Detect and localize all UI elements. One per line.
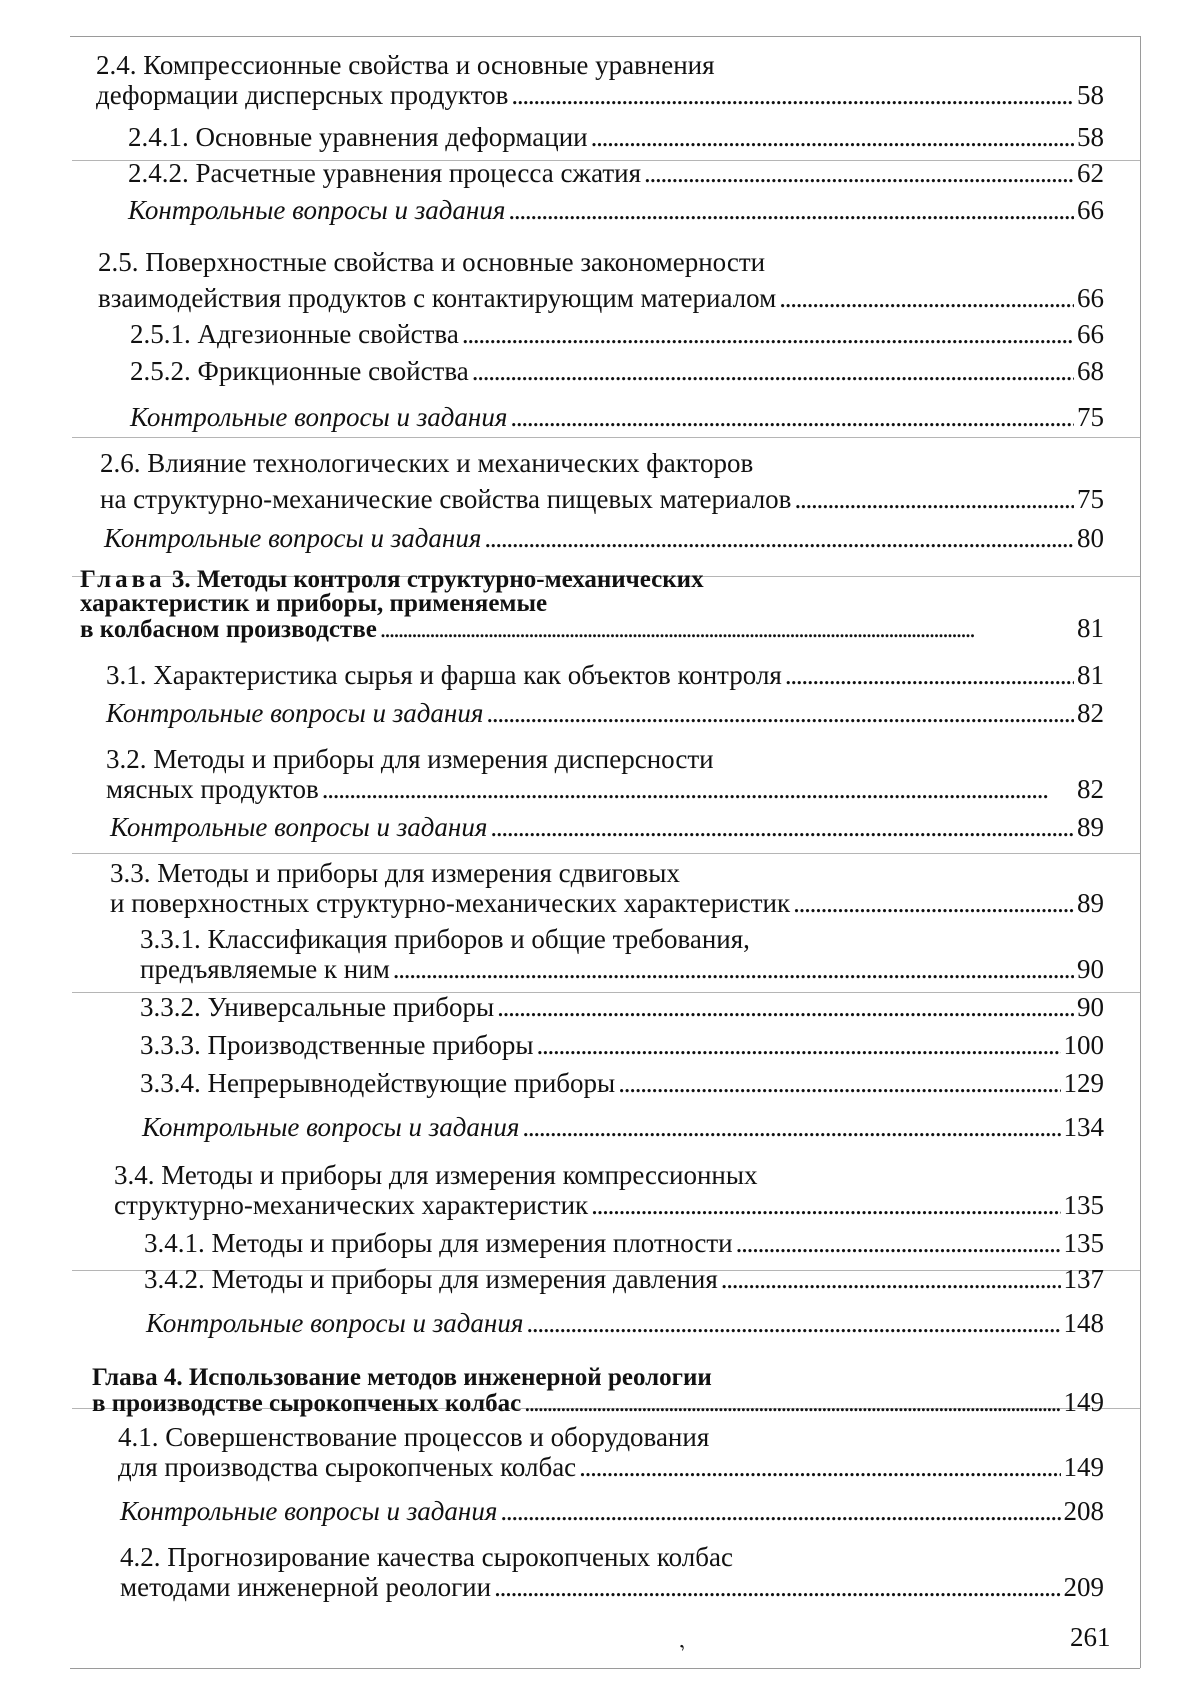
toc-page-number: 135 (1063, 1190, 1104, 1220)
toc-entry-questions (104, 523, 1104, 553)
toc-entry-text: 3.2. Методы и приборы для измерения дисперсности (106, 744, 714, 774)
toc-page-number: 68 (1077, 356, 1104, 386)
toc-page-number: 82 (1077, 774, 1104, 804)
toc-entry-text: и поверхностных структурно-механических характеристик (110, 888, 791, 918)
toc-chapter-3 (80, 568, 1104, 642)
page-frame-right (1140, 36, 1141, 1668)
toc-entry-text: в колбасном производстве (80, 616, 377, 643)
toc-entry-3-4-1 (144, 1228, 1104, 1258)
toc-page-number: 66 (1077, 319, 1104, 349)
toc-entry-text: для производства сырокопченых колбас (118, 1452, 577, 1482)
toc-page-number: 90 (1077, 954, 1104, 984)
toc-entry-2-6 (100, 448, 1104, 514)
toc-entry-questions (106, 698, 1104, 728)
toc-entry-2-4 (96, 50, 1104, 110)
toc-entry-text: взаимодействия продуктов с контактирующим материалом (98, 283, 777, 313)
toc-entry-questions (120, 1496, 1104, 1526)
toc-page-number: 80 (1077, 523, 1104, 553)
scan-line (72, 853, 1140, 854)
toc-entry-text: 4.1. Совершенствование процессов и оборудования (118, 1422, 710, 1452)
page-frame-bottom (70, 1668, 1140, 1669)
toc-entry-text: предъявляемые к ним (140, 954, 390, 984)
toc-entry-2-4-2 (128, 158, 1104, 188)
toc-entry-text: 2.4. Компрессионные свойства и основные уравнения (96, 50, 715, 80)
toc-entry-text: 3.4. Методы и приборы для измерения компрессионных (114, 1160, 758, 1190)
toc-entry-text: 3.3.4. Непрерывнодействующие приборы (140, 1068, 616, 1098)
toc-entry-text: Контрольные вопросы и задания (142, 1112, 520, 1142)
toc-entry-text: Контрольные вопросы и задания (104, 523, 482, 553)
toc-entry-text: 2.4.1. Основные уравнения деформации (128, 122, 588, 152)
toc-entry-4-2 (120, 1542, 1104, 1602)
toc-page-number: 100 (1063, 1030, 1104, 1060)
toc-entry-text: 3.3. Методы и приборы для измерения сдвиговых (110, 858, 680, 888)
toc-page-number: 81 (1077, 613, 1104, 643)
toc-page-number: 149 (1063, 1452, 1104, 1482)
toc-entry-3-2 (106, 744, 1104, 804)
toc-page-number: 75 (1077, 484, 1104, 514)
toc-page-number: 81 (1077, 660, 1104, 690)
toc-entry-4-1 (118, 1422, 1104, 1482)
toc-entry-2-5 (98, 247, 1104, 313)
toc-page-number: 89 (1077, 812, 1104, 842)
toc-page-number: 66 (1077, 283, 1104, 313)
scan-speck: , (669, 1628, 688, 1653)
toc-entry-3-3-2 (140, 992, 1104, 1022)
toc-entry-questions (130, 402, 1104, 432)
toc-entry-text: Контрольные вопросы и задания (146, 1308, 524, 1338)
toc-entry-text: на структурно-механические свойства пищевых материалов (100, 484, 792, 514)
page-frame-top (70, 36, 1140, 37)
toc-entry-text: 2.5.2. Фрикционные свойства (130, 356, 469, 386)
toc-entry-2-5-2 (130, 356, 1104, 386)
toc-page-number: 58 (1077, 80, 1104, 110)
toc-entry-text: 3.3.1. Классификация приборов и общие требования, (140, 924, 750, 954)
toc-entry-text: Контрольные вопросы и задания (128, 195, 506, 225)
toc-entry-text: Контрольные вопросы и задания (110, 812, 488, 842)
toc-entry-text: 3.1. Характеристика сырья и фарша как объектов контроля (106, 660, 782, 690)
toc-entry-text: Контрольные вопросы и задания (120, 1496, 498, 1526)
toc-entry-text: 2.6. Влияние технологических и механических факторов (100, 448, 754, 478)
toc-entry-text: характеристик и приборы, применяемые (80, 590, 548, 617)
toc-entry-3-4 (114, 1160, 1104, 1220)
toc-entry-3-1 (106, 660, 1104, 690)
toc-entry-text: 2.5. Поверхностные свойства и основные закономерности (98, 247, 766, 277)
toc-entry-text: Контрольные вопросы и задания (130, 402, 508, 432)
toc-entry-text: деформации дисперсных продуктов (96, 80, 509, 110)
toc-page-number: 129 (1063, 1068, 1104, 1098)
toc-entry-questions (128, 195, 1104, 225)
toc-entry-text: 3.3.2. Универсальные приборы (140, 992, 495, 1022)
toc-entry-2-4-1 (128, 122, 1104, 152)
toc-entry-text: в производстве сырокопченых колбас (92, 1390, 522, 1417)
toc-page-number: 66 (1077, 195, 1104, 225)
toc-entry-text: 2.5.1. Адгезионные свойства (130, 319, 459, 349)
chapter-word: Глава (80, 566, 166, 593)
toc-page-number: 149 (1063, 1387, 1104, 1417)
toc-page-number: 137 (1063, 1264, 1104, 1294)
toc-page-number: 148 (1063, 1308, 1104, 1338)
toc-entry-text: Глава 4. Использование методов инженерной реологии (92, 1364, 712, 1391)
toc-entry-text: Контрольные вопросы и задания (106, 698, 484, 728)
toc-entry-text: 4.2. Прогнозирование качества сырокопченых колбас (120, 1542, 733, 1572)
toc-page-number: 134 (1063, 1112, 1104, 1142)
toc-entry-text: 2.4.2. Расчетные уравнения процесса сжатия (128, 158, 642, 188)
toc-page-number: 75 (1077, 402, 1104, 432)
toc-entry-2-5-1 (130, 319, 1104, 349)
toc-entry-text: 3. Методы контроля структурно-механических (171, 566, 704, 593)
toc-entry-3-4-2 (144, 1264, 1104, 1294)
toc-entry-questions (142, 1112, 1104, 1142)
toc-entry-text: 3.4.1. Методы и приборы для измерения плотности (144, 1228, 733, 1258)
toc-page-number: 208 (1063, 1496, 1104, 1526)
toc-entry-questions (146, 1308, 1104, 1338)
toc-entry-text: 3.3.3. Производственные приборы (140, 1030, 534, 1060)
toc-page-number: 62 (1077, 158, 1104, 188)
toc-entry-3-3 (110, 858, 1104, 918)
toc-page-number: 135 (1063, 1228, 1104, 1258)
scan-line (72, 437, 1140, 438)
toc-entry-3-3-4 (140, 1068, 1104, 1098)
toc-entry-questions (110, 812, 1104, 842)
toc-page-number: 58 (1077, 122, 1104, 152)
toc-chapter-4 (92, 1366, 1104, 1416)
toc-entry-text: 3.4.2. Методы и приборы для измерения давления (144, 1264, 718, 1294)
toc-page-number: 209 (1063, 1572, 1104, 1602)
page-number: 261 (1070, 1622, 1111, 1652)
toc-page-number: 82 (1077, 698, 1104, 728)
toc-entry-text: методами инженерной реологии (120, 1572, 492, 1602)
toc-page-number: 89 (1077, 888, 1104, 918)
toc-entry-3-3-3 (140, 1030, 1104, 1060)
toc-entry-text: мясных продуктов (106, 774, 319, 804)
toc-entry-3-3-1 (140, 924, 1104, 984)
toc-page-number: 90 (1077, 992, 1104, 1022)
toc-entry-text: структурно-механических характеристик (114, 1190, 589, 1220)
